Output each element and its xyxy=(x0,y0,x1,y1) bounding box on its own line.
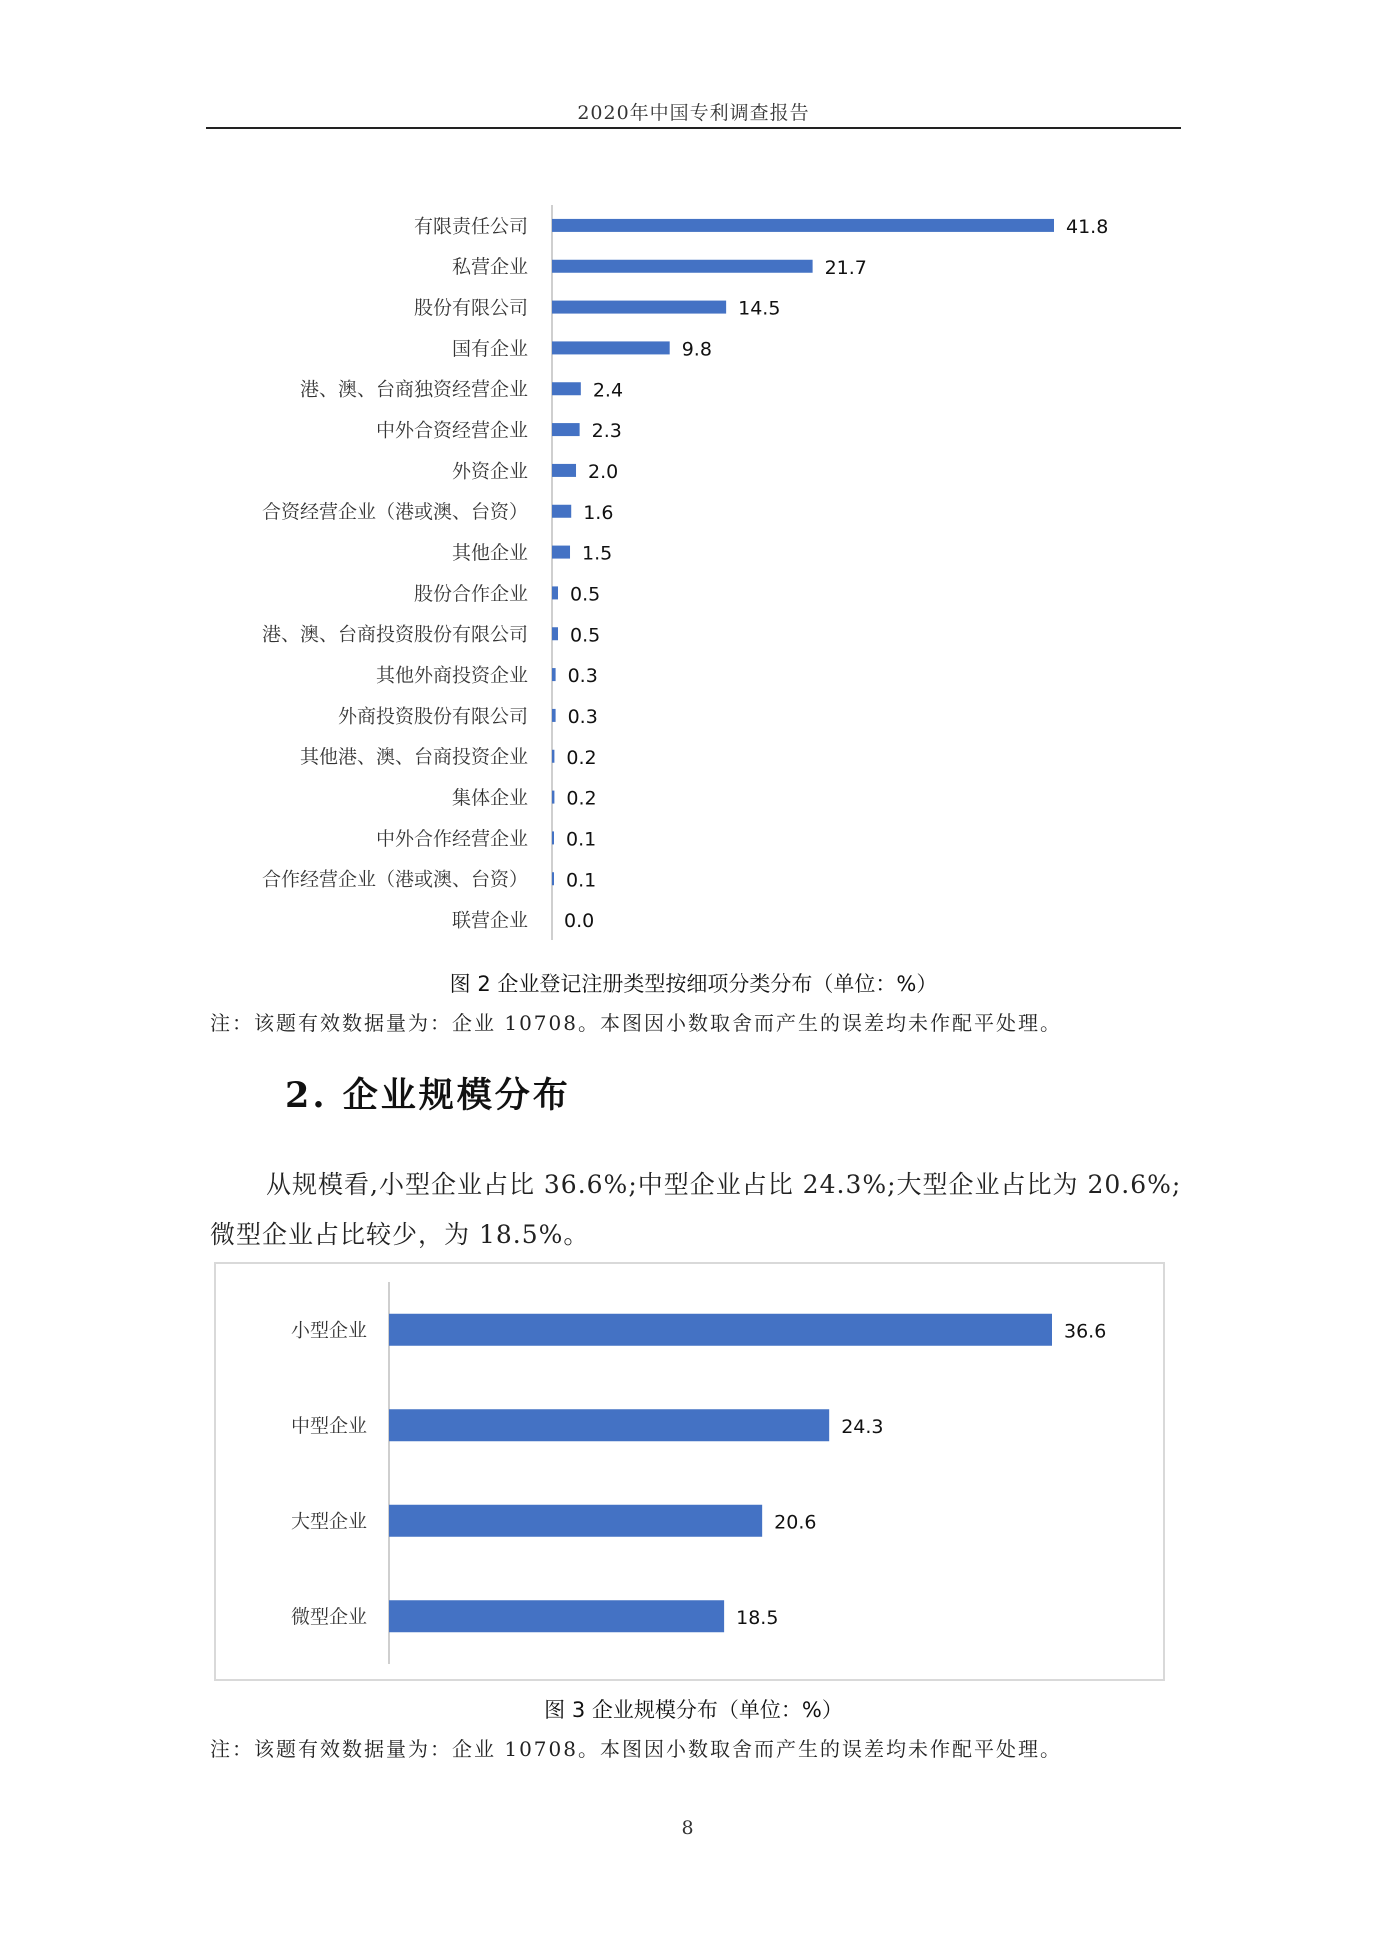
category-label: 股份合作企业 xyxy=(413,582,528,605)
category-label: 其他企业 xyxy=(451,541,528,564)
category-label: 中外合作经营企业 xyxy=(375,827,528,850)
category-label: 中型企业 xyxy=(290,1415,367,1438)
data-label: 2.4 xyxy=(592,379,624,402)
category-label: 私营企业 xyxy=(451,256,528,279)
data-label: 0.0 xyxy=(564,910,595,933)
data-label: 18.5 xyxy=(736,1606,779,1629)
data-label: 1.5 xyxy=(582,542,613,565)
chart-registration-type xyxy=(206,205,1181,940)
bar xyxy=(552,341,670,354)
category-label: 联营企业 xyxy=(451,909,528,932)
category-label: 股份有限公司 xyxy=(413,296,528,319)
data-label: 2.3 xyxy=(591,420,622,443)
bar xyxy=(552,831,554,844)
bar xyxy=(389,1314,1052,1346)
chart-enterprise-size xyxy=(216,1264,1163,1679)
header-rule xyxy=(206,127,1181,129)
data-label: 0.2 xyxy=(566,746,597,769)
category-label: 外资企业 xyxy=(451,460,528,483)
chart-size-frame xyxy=(214,1262,1165,1681)
data-label: 14.5 xyxy=(738,297,781,320)
bar xyxy=(389,1409,829,1441)
category-label: 港、澳、台商独资经营企业 xyxy=(299,378,528,401)
bar xyxy=(552,464,576,477)
data-label: 2.0 xyxy=(588,461,619,484)
bar xyxy=(552,791,554,804)
data-label: 24.3 xyxy=(841,1415,884,1438)
category-label: 中外合资经营企业 xyxy=(375,419,528,442)
page-number: 8 xyxy=(681,1817,694,1839)
figure2-note: 注：该题有效数据量为：企业 10708。本图因小数取舍而产生的误差均未作配平处理。 xyxy=(210,1011,1062,1035)
data-label: 9.8 xyxy=(681,338,712,361)
section-heading: 2. 企业规模分布 xyxy=(285,1075,571,1116)
bar xyxy=(389,1600,724,1632)
bar xyxy=(552,546,570,559)
bar xyxy=(552,750,554,763)
bar xyxy=(552,586,558,599)
figure3-note: 注：该题有效数据量为：企业 10708。本图因小数取舍而产生的误差均未作配平处理。 xyxy=(210,1737,1062,1761)
data-label: 0.5 xyxy=(570,583,601,606)
category-label: 合资经营企业（港或澳、台资） xyxy=(261,501,528,524)
figure2-caption: 图 2 企业登记注册类型按细项分类分布（单位：%） xyxy=(449,972,938,996)
data-label: 0.1 xyxy=(566,869,597,892)
category-label: 集体企业 xyxy=(451,786,528,809)
category-label: 有限责任公司 xyxy=(413,215,528,238)
category-label: 港、澳、台商投资股份有限公司 xyxy=(261,623,528,646)
category-label: 国有企业 xyxy=(451,337,528,360)
data-label: 0.3 xyxy=(567,706,598,729)
data-label: 0.5 xyxy=(570,624,601,647)
category-label: 合作经营企业（港或澳、台资） xyxy=(261,868,528,891)
data-label: 0.1 xyxy=(566,828,597,851)
category-label: 其他外商投资企业 xyxy=(375,664,528,687)
data-label: 36.6 xyxy=(1064,1320,1107,1343)
data-label: 0.3 xyxy=(567,665,598,688)
data-label: 1.6 xyxy=(583,501,614,524)
bar xyxy=(552,219,1054,232)
category-label: 外商投资股份有限公司 xyxy=(337,705,528,728)
category-label: 大型企业 xyxy=(290,1510,367,1533)
category-label: 微型企业 xyxy=(290,1606,367,1629)
figure3-caption: 图 3 企业规模分布（单位：%） xyxy=(544,1698,843,1722)
bar xyxy=(552,301,726,314)
bar xyxy=(552,627,558,640)
data-label: 41.8 xyxy=(1066,216,1109,239)
bar xyxy=(552,668,556,681)
data-label: 0.2 xyxy=(566,787,597,810)
category-label: 其他港、澳、台商投资企业 xyxy=(299,746,528,769)
data-label: 20.6 xyxy=(774,1511,817,1534)
bar xyxy=(389,1505,762,1537)
bar xyxy=(552,260,813,273)
bar xyxy=(552,709,556,722)
bar xyxy=(552,423,580,436)
bar xyxy=(552,505,571,518)
bar xyxy=(552,382,581,395)
data-label: 21.7 xyxy=(824,256,867,279)
page-header-title: 2020年中国专利调查报告 xyxy=(577,102,810,124)
category-label: 小型企业 xyxy=(290,1319,367,1342)
section-paragraph: 从规模看,小型企业占比 36.6%;中型企业占比 24.3%;大型企业占比为 20.6%;微型企业占比较少，为 18.5%。 xyxy=(210,1170,1182,1249)
bar xyxy=(552,872,554,885)
